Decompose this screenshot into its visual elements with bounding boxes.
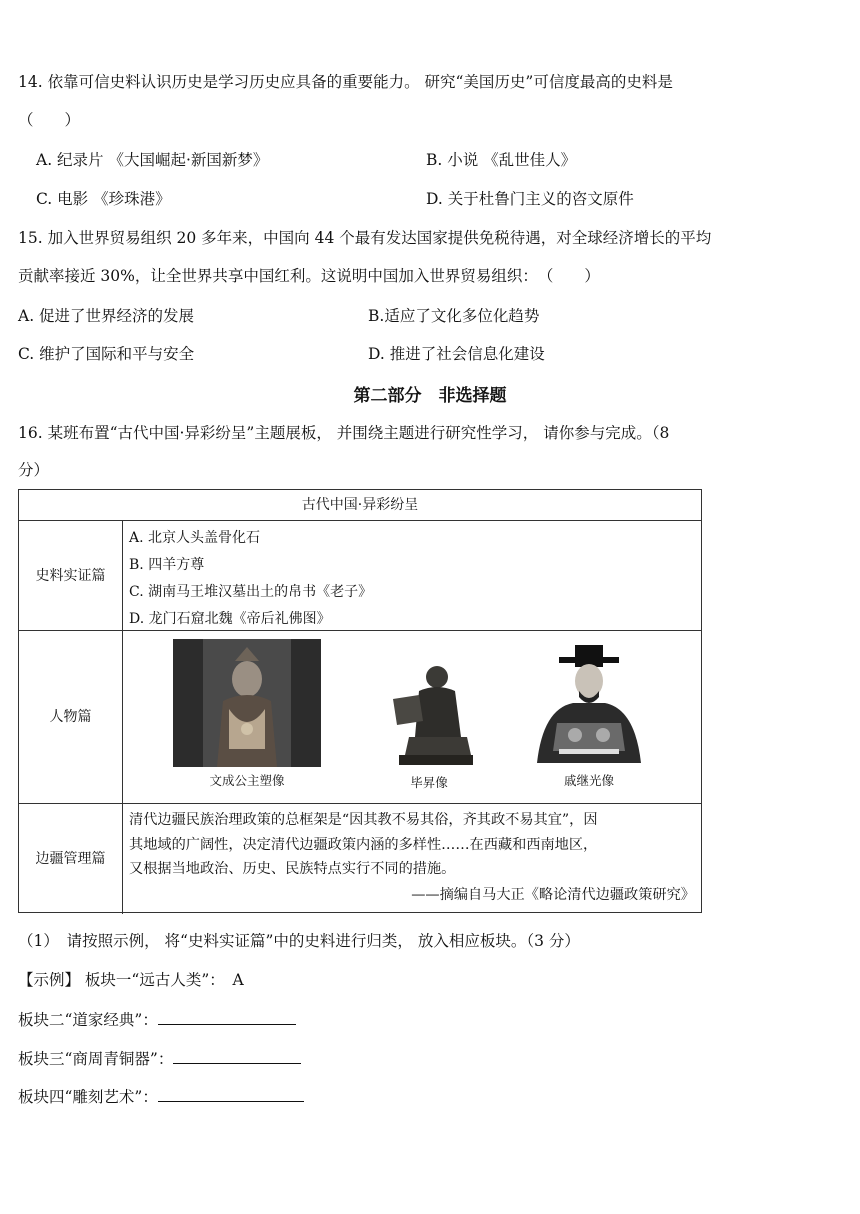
qijiguang-portrait-image [529,639,649,767]
q16-sub1: （1） 请按照示例， 将“史料实证篇”中的史料进行归类， 放入相应板块。（3 分） [18,932,580,950]
q15-stem-line1: 15. 加入世界贸易组织 20 多年来，中国向 44 个最有发达国家提供免税待遇，对全球经济增长的平均 [18,229,712,247]
q16-stem-line1: 16. 某班布置“古代中国·异彩纷呈”主题展板， 并围绕主题进行研究性学习， 请你参与完成。（8 [18,424,670,442]
figures-cell [123,631,701,804]
q15-option-a: A. 促进了世界经济的发展 [18,307,195,325]
row-label-sources: 史料实证篇 [19,521,123,631]
caption-wencheng: 文成公主塑像 [209,773,285,788]
sources-cell [123,521,701,631]
q14-option-d: D. 关于杜鲁门主义的咨文原件 [426,190,634,208]
exhibit-table [18,489,702,913]
quote-line-3: 又根据当地政治、历史、民族特点实行不同的措施。 [129,861,456,877]
table-row-sources [19,520,701,631]
q14-option-a: A. 纪录片 《大国崛起·新国新梦》 [36,151,269,169]
block-2-label: 板块二“道家经典”： [18,1011,158,1029]
answer-block-2 [18,1008,296,1030]
source-item-d: D. 龙门石窟北魏《帝后礼佛图》 [129,611,331,627]
block-2-answer-blank[interactable] [158,1010,296,1025]
q15-option-c: C. 维护了国际和平与安全 [18,345,195,363]
source-item-b: B. 四羊方尊 [129,557,205,573]
block-3-answer-blank[interactable] [173,1049,301,1064]
table-header: 古代中国·异彩纷呈 [301,497,419,513]
frontier-cell [123,804,701,914]
source-item-a: A. 北京人头盖骨化石 [129,530,261,546]
wencheng-statue-image [173,639,321,767]
q16-example: 【示例】 板块一“远古人类”： A [18,971,244,989]
caption-qijiguang: 戚继光像 [563,773,614,788]
q16-stem-line2: 分） [18,461,50,479]
row-label-figures: 人物篇 [19,631,123,804]
row-label-frontier: 边疆管理篇 [19,804,123,914]
figure-wencheng [173,639,321,789]
quote-credit: ——摘编自马大正《略论清代边疆政策研究》 [411,887,695,903]
quote-line-2: 其地域的广阔性，决定清代边疆政策内涵的多样性……在西藏和西南地区， [129,836,598,853]
q15-stem-line2: 贡献率接近 30%，让全世界共享中国红利。这说明中国加入世界贸易组织： （ ） [18,267,600,285]
section-title: 第二部分 非选择题 [353,386,507,406]
table-row-figures [19,630,701,804]
block-3-label: 板块三“商周青铜器”： [18,1050,174,1068]
figure-bisheng [379,659,479,791]
answer-block-3 [18,1047,301,1069]
figure-qijiguang [529,639,649,789]
q14-option-c: C. 电影 《珍珠港》 [36,190,171,208]
block-4-answer-blank[interactable] [158,1087,304,1102]
block-4-label: 板块四“雕刻艺术”： [18,1088,158,1106]
table-row-frontier [19,803,701,914]
answer-block-4 [18,1085,304,1107]
frontier-quote [129,808,695,882]
q14-answer-paren: （ ） [18,111,81,129]
q15-option-d: D. 推进了社会信息化建设 [368,345,545,363]
bisheng-statue-image [379,659,479,767]
q15-option-b: B.适应了文化多位化趋势 [368,307,540,325]
q14-option-b: B. 小说 《乱世佳人》 [426,151,577,169]
source-item-c: C. 湖南马王堆汉墓出土的帛书《老子》 [129,584,373,600]
q14-stem: 14. 依靠可信史料认识历史是学习历史应具备的重要能力。 研究“美国历史”可信度最高的史料是 [18,73,673,91]
caption-bisheng: 毕昇像 [410,775,448,790]
quote-line-1: 清代边疆民族治理政策的总框架是“因其教不易其俗，齐其政不易其宜”，因 [129,812,598,828]
